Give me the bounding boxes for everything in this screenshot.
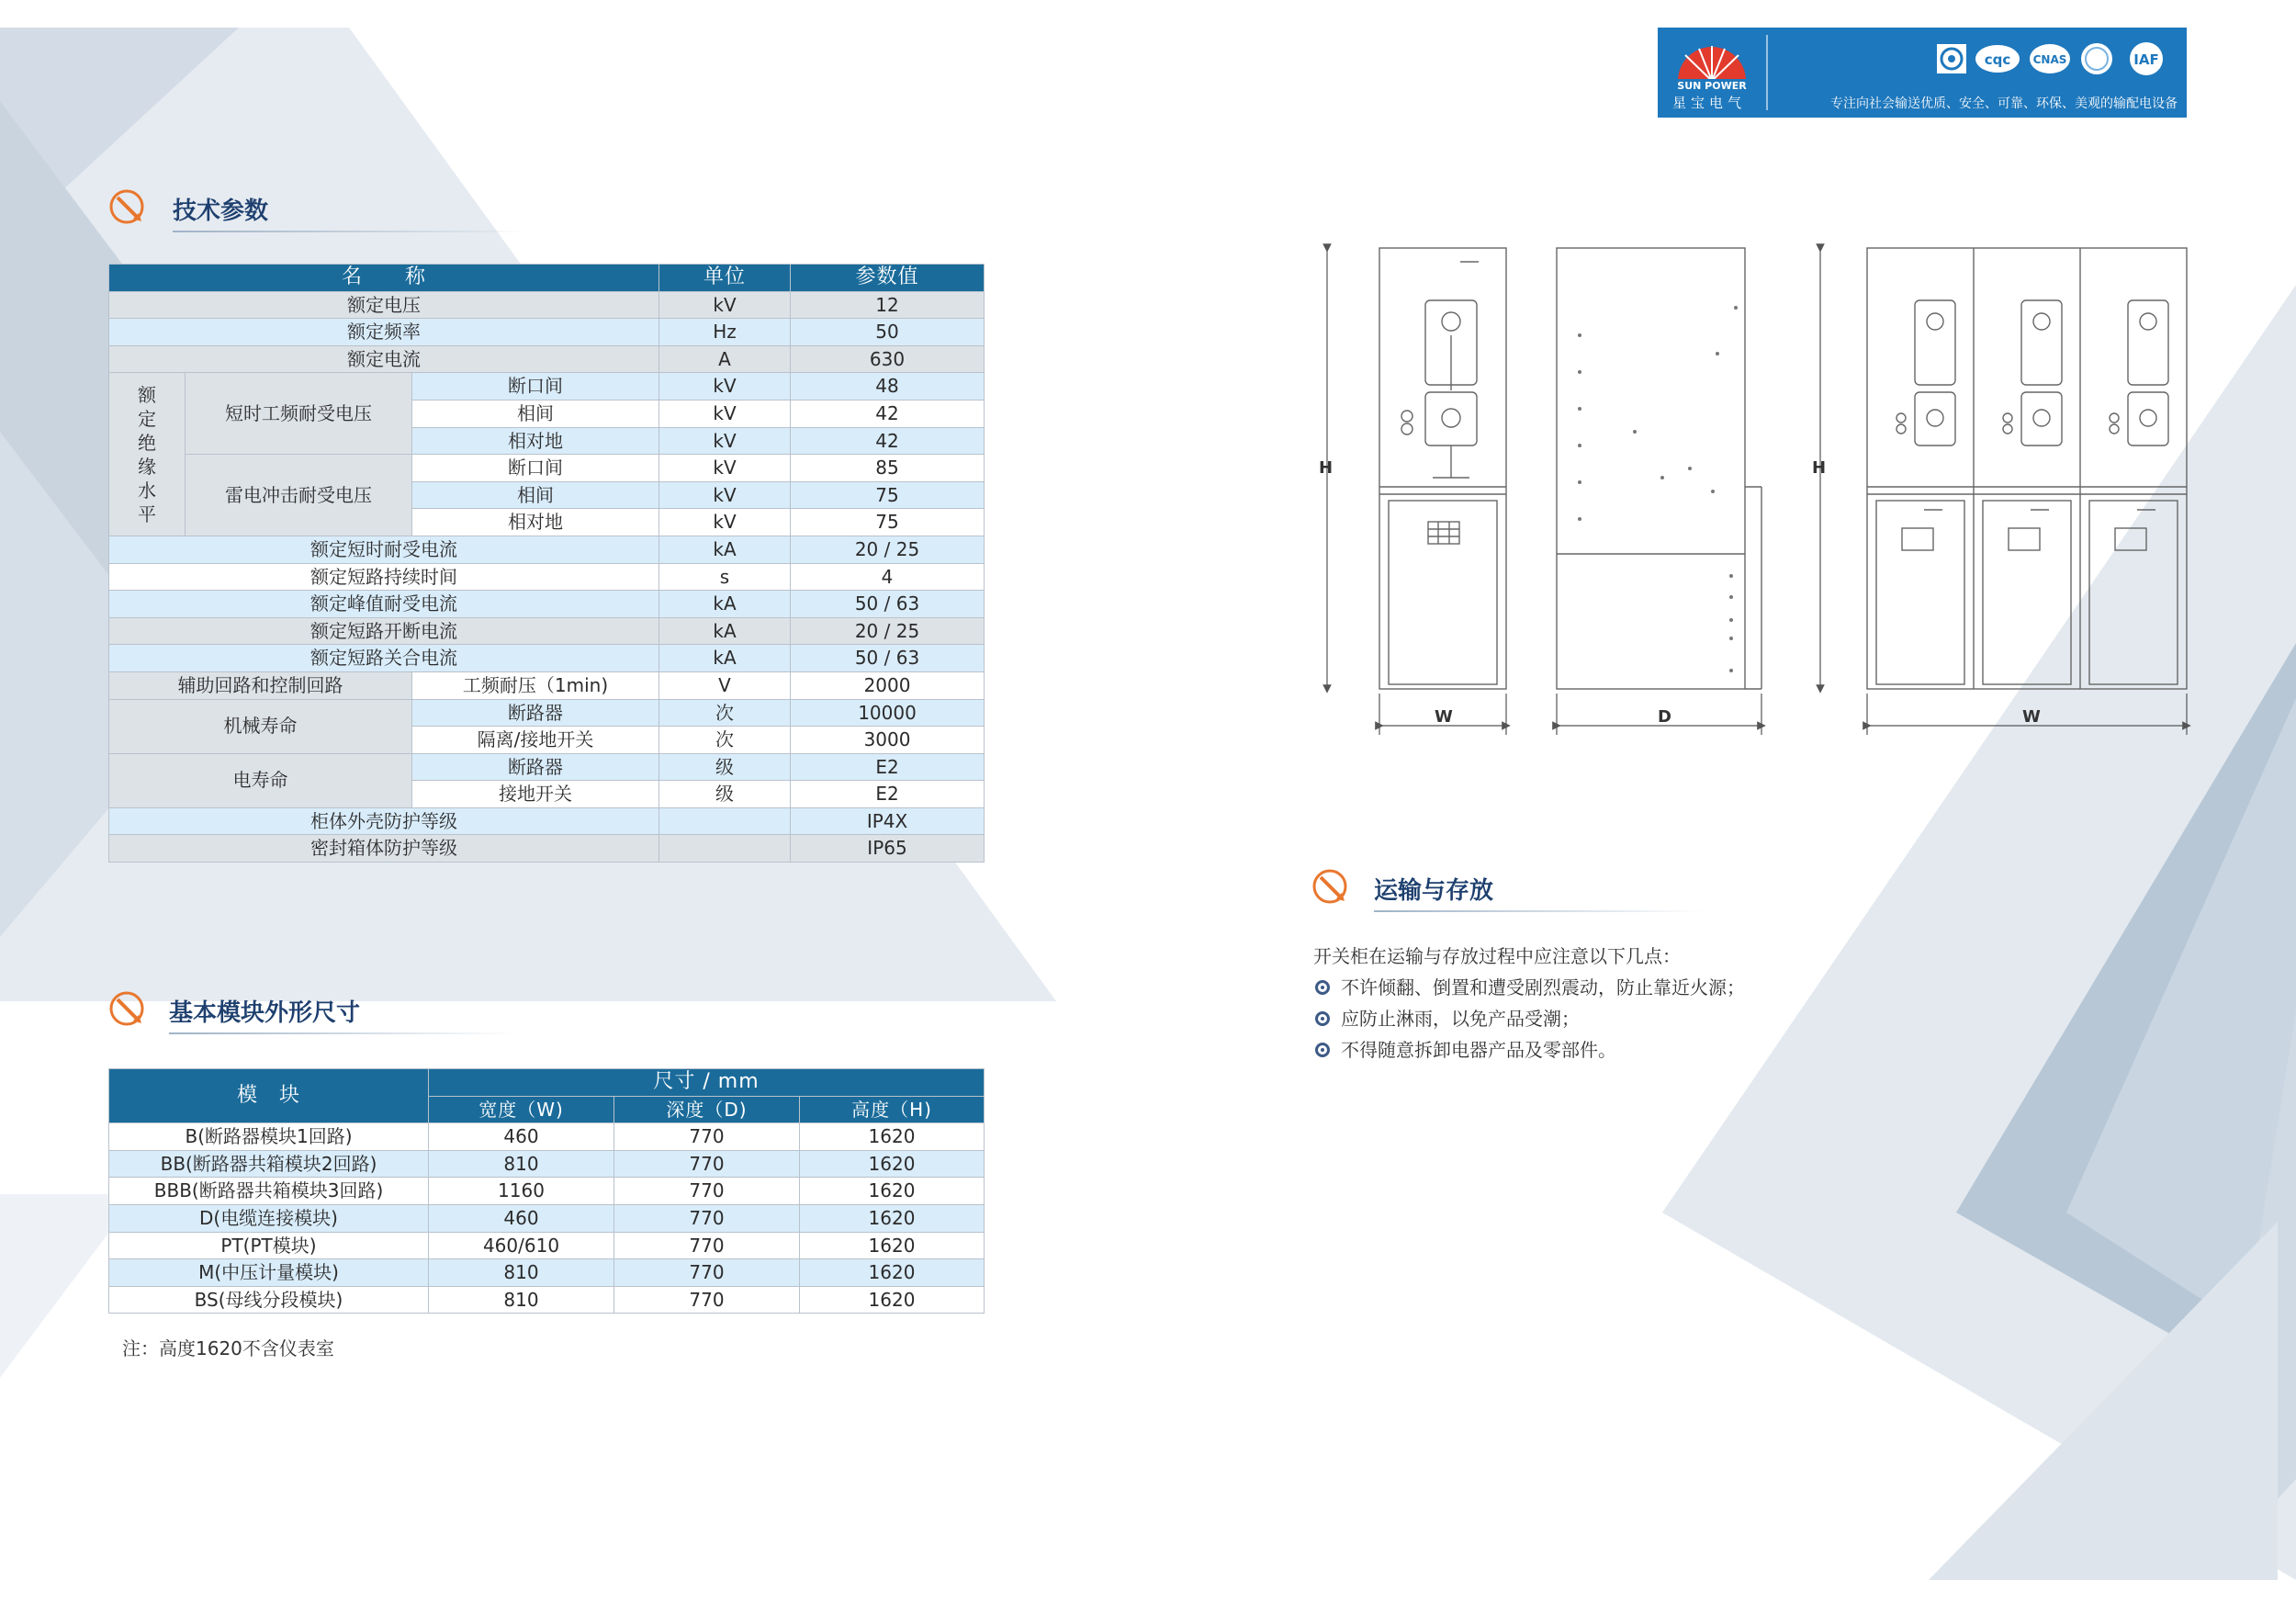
param-value: 50 / 63 <box>791 591 985 618</box>
module-name: BB(断路器共箱模块2回路) <box>109 1150 429 1178</box>
module-height: 1620 <box>800 1178 985 1205</box>
param-name: 额定峰值耐受电流 <box>109 591 659 618</box>
param-name: 额定电流 <box>109 345 659 373</box>
param-unit: 次 <box>659 727 791 754</box>
table-row <box>109 591 985 618</box>
module-depth: 770 <box>614 1286 800 1314</box>
table-row <box>109 835 985 863</box>
module-depth: 770 <box>614 1123 800 1151</box>
module-height: 1620 <box>800 1232 985 1259</box>
triple-cabinet-front-view <box>1867 248 2187 689</box>
param-name: 额定短路持续时间 <box>109 563 659 591</box>
header-height: 高度（H) <box>800 1096 985 1123</box>
param-unit: 次 <box>659 699 791 727</box>
param-value: 10000 <box>791 699 985 727</box>
tech-params-table <box>108 264 985 863</box>
table-header-row <box>109 265 985 292</box>
table-header-row <box>109 1069 985 1097</box>
module-width: 460 <box>429 1204 614 1232</box>
table-row <box>109 536 985 563</box>
param-name: 相间 <box>412 481 659 509</box>
module-dims-table <box>108 1068 985 1314</box>
param-unit: kV <box>659 427 791 455</box>
header-module: 模 块 <box>109 1069 429 1123</box>
module-height: 1620 <box>800 1204 985 1232</box>
param-unit: A <box>659 345 791 373</box>
module-width: 460/610 <box>429 1232 614 1259</box>
heading-underline <box>173 231 531 232</box>
module-height: 1620 <box>800 1259 985 1287</box>
svg-text:CNAS: CNAS <box>2032 53 2067 66</box>
param-name: 断路器 <box>412 753 659 781</box>
param-name: 额定短路关合电流 <box>109 645 659 672</box>
module-depth: 770 <box>614 1232 800 1259</box>
module-depth: 770 <box>614 1259 800 1287</box>
module-width: 810 <box>429 1150 614 1178</box>
param-value: 2000 <box>791 671 985 699</box>
param-name: 额定短路开断电流 <box>109 617 659 645</box>
param-unit: kA <box>659 617 791 645</box>
single-cabinet-front-view <box>1379 248 1506 689</box>
table-row <box>109 319 985 346</box>
heading-underline <box>1374 910 1705 912</box>
brand-slogan: 专注向社会输送优质、安全、可靠、环保、美观的输配电设备 <box>1830 96 2178 111</box>
module-name: D(电缆连接模块) <box>109 1204 429 1232</box>
table-row <box>109 1259 985 1287</box>
bullet-icon <box>1315 980 1330 995</box>
param-unit: 级 <box>659 753 791 781</box>
param-value: 50 / 63 <box>791 645 985 672</box>
table-row <box>109 1150 985 1178</box>
param-unit: s <box>659 563 791 591</box>
param-name: 额定电压 <box>109 291 659 319</box>
param-name: 断路器 <box>412 699 659 727</box>
param-unit <box>659 835 791 863</box>
cabinet-side-view <box>1557 248 1761 689</box>
table-row <box>109 1232 985 1259</box>
table-row <box>109 671 985 699</box>
width-label-2: W <box>2022 707 2041 727</box>
insulation-group-label: 额 定 绝 缘 水 平 <box>109 373 186 536</box>
param-value: 48 <box>791 373 985 400</box>
cabinet-dimension-drawings <box>1295 234 2223 739</box>
list-item <box>1313 1007 1745 1031</box>
certification-icons <box>1935 40 2174 77</box>
param-value: E2 <box>791 753 985 781</box>
param-name: 相对地 <box>412 427 659 455</box>
logo-separator <box>1766 35 1768 110</box>
wrench-icon <box>1311 868 1352 908</box>
svg-text:IAF: IAF <box>2133 51 2159 68</box>
param-unit: V <box>659 671 791 699</box>
module-depth: 770 <box>614 1150 800 1178</box>
table-row <box>109 1286 985 1314</box>
param-value: 75 <box>791 481 985 509</box>
wrench-icon <box>108 990 149 1031</box>
param-name: 断口间 <box>412 455 659 482</box>
table-row <box>109 563 985 591</box>
param-name: 密封箱体防护等级 <box>109 835 659 863</box>
aux-circuit-group-label: 辅助回路和控制回路 <box>109 671 412 699</box>
param-unit: kV <box>659 373 791 400</box>
param-unit: kV <box>659 481 791 509</box>
heading-underline <box>169 1032 518 1034</box>
brand-name-cn: 星宝电气 <box>1672 95 1747 111</box>
module-width: 810 <box>429 1259 614 1287</box>
mech-life-group-label: 机械寿命 <box>109 699 412 753</box>
param-value: 630 <box>791 345 985 373</box>
side-view-bolt-dots <box>1578 306 1738 672</box>
quality-seal-icon <box>2081 43 2112 74</box>
table-row <box>109 1123 985 1151</box>
param-unit <box>659 807 791 835</box>
param-name: 额定短时耐受电流 <box>109 536 659 563</box>
module-depth: 770 <box>614 1204 800 1232</box>
module-width: 1160 <box>429 1178 614 1205</box>
param-value: 42 <box>791 400 985 427</box>
svg-text:cqc: cqc <box>1984 51 2011 68</box>
list-item-text: 应防止淋雨，以免产品受潮； <box>1341 1008 1580 1030</box>
param-name: 工频耐压（1min) <box>412 671 659 699</box>
module-height: 1620 <box>800 1150 985 1178</box>
header-width: 宽度（W) <box>429 1096 614 1123</box>
table-row <box>109 807 985 835</box>
table-row <box>109 345 985 373</box>
transport-intro: 开关柜在运输与存放过程中应注意以下几点： <box>1313 945 1681 967</box>
param-value: IP65 <box>791 835 985 863</box>
table-row <box>109 455 985 482</box>
header-unit: 单位 <box>659 265 791 292</box>
param-value: 12 <box>791 291 985 319</box>
param-unit: Hz <box>659 319 791 346</box>
depth-label: D <box>1658 707 1671 727</box>
table-row <box>109 753 985 781</box>
header-name: 名 称 <box>109 265 659 292</box>
module-name: B(断路器模块1回路) <box>109 1123 429 1151</box>
lightning-impulse-sub-label: 雷电冲击耐受电压 <box>186 455 412 536</box>
param-value: 85 <box>791 455 985 482</box>
param-value: 20 / 25 <box>791 617 985 645</box>
section-title: 基本模块外形尺寸 <box>169 999 361 1027</box>
table-row <box>109 291 985 319</box>
param-name: 柜体外壳防护等级 <box>109 807 659 835</box>
header-depth: 深度（D) <box>614 1096 800 1123</box>
bullet-icon <box>1315 1043 1330 1057</box>
header-size: 尺寸 / mm <box>429 1069 985 1097</box>
param-name: 额定频率 <box>109 319 659 346</box>
param-unit: kV <box>659 400 791 427</box>
param-value: 3000 <box>791 727 985 754</box>
param-name: 接地开关 <box>412 781 659 808</box>
power-freq-sub-label: 短时工频耐受电压 <box>186 373 412 455</box>
list-item-text: 不许倾翻、倒置和遭受剧烈震动，防止靠近火源； <box>1341 976 1745 998</box>
module-height: 1620 <box>800 1123 985 1151</box>
module-name: PT(PT模块) <box>109 1232 429 1259</box>
table-row <box>109 373 985 400</box>
table-row <box>109 1204 985 1232</box>
module-height: 1620 <box>800 1286 985 1314</box>
width-label-1: W <box>1435 707 1453 727</box>
param-name: 相对地 <box>412 509 659 536</box>
param-unit: kV <box>659 291 791 319</box>
param-unit: 级 <box>659 781 791 808</box>
brand-logo-banner <box>1658 28 2187 118</box>
param-unit: kV <box>659 455 791 482</box>
param-value: 20 / 25 <box>791 536 985 563</box>
module-width: 810 <box>429 1286 614 1314</box>
transport-notes <box>1313 942 1745 1069</box>
section-title: 运输与存放 <box>1374 877 1494 905</box>
iaf-icon <box>2130 42 2163 75</box>
table-row <box>109 617 985 645</box>
section-title: 技术参数 <box>173 197 269 225</box>
height-note: 注：高度1620不含仪表室 <box>122 1337 334 1359</box>
cqc-icon <box>1975 45 2020 73</box>
module-depth: 770 <box>614 1178 800 1205</box>
table-row <box>109 699 985 727</box>
height-label-2: H <box>1812 458 1827 478</box>
bullet-icon <box>1315 1011 1330 1026</box>
param-unit: kA <box>659 536 791 563</box>
param-value: IP4X <box>791 807 985 835</box>
dimension-lines <box>1327 248 2187 735</box>
height-label-1: H <box>1319 458 1334 478</box>
wrench-icon <box>108 188 149 229</box>
list-item <box>1313 1038 1745 1062</box>
cqc-cert-icon <box>1937 44 1966 73</box>
param-value: E2 <box>791 781 985 808</box>
param-unit: kA <box>659 645 791 672</box>
param-value: 50 <box>791 319 985 346</box>
table-row <box>109 645 985 672</box>
param-value: 4 <box>791 563 985 591</box>
param-value: 42 <box>791 427 985 455</box>
param-name: 断口间 <box>412 373 659 400</box>
cnas-icon <box>2030 44 2070 73</box>
module-name: BS(母线分段模块) <box>109 1286 429 1314</box>
module-name: M(中压计量模块) <box>109 1259 429 1287</box>
param-name: 隔离/接地开关 <box>412 727 659 754</box>
module-name: BBB(断路器共箱模块3回路) <box>109 1178 429 1205</box>
header-value: 参数值 <box>791 265 985 292</box>
param-name: 相间 <box>412 400 659 427</box>
list-item <box>1313 976 1745 999</box>
param-unit: kV <box>659 509 791 536</box>
list-item-text: 不得随意拆卸电器产品及零部件。 <box>1341 1039 1616 1061</box>
table-row <box>109 1178 985 1205</box>
module-width: 460 <box>429 1123 614 1151</box>
svg-text:SUN POWER: SUN POWER <box>1677 80 1747 92</box>
elec-life-group-label: 电寿命 <box>109 753 412 807</box>
param-unit: kA <box>659 591 791 618</box>
param-value: 75 <box>791 509 985 536</box>
